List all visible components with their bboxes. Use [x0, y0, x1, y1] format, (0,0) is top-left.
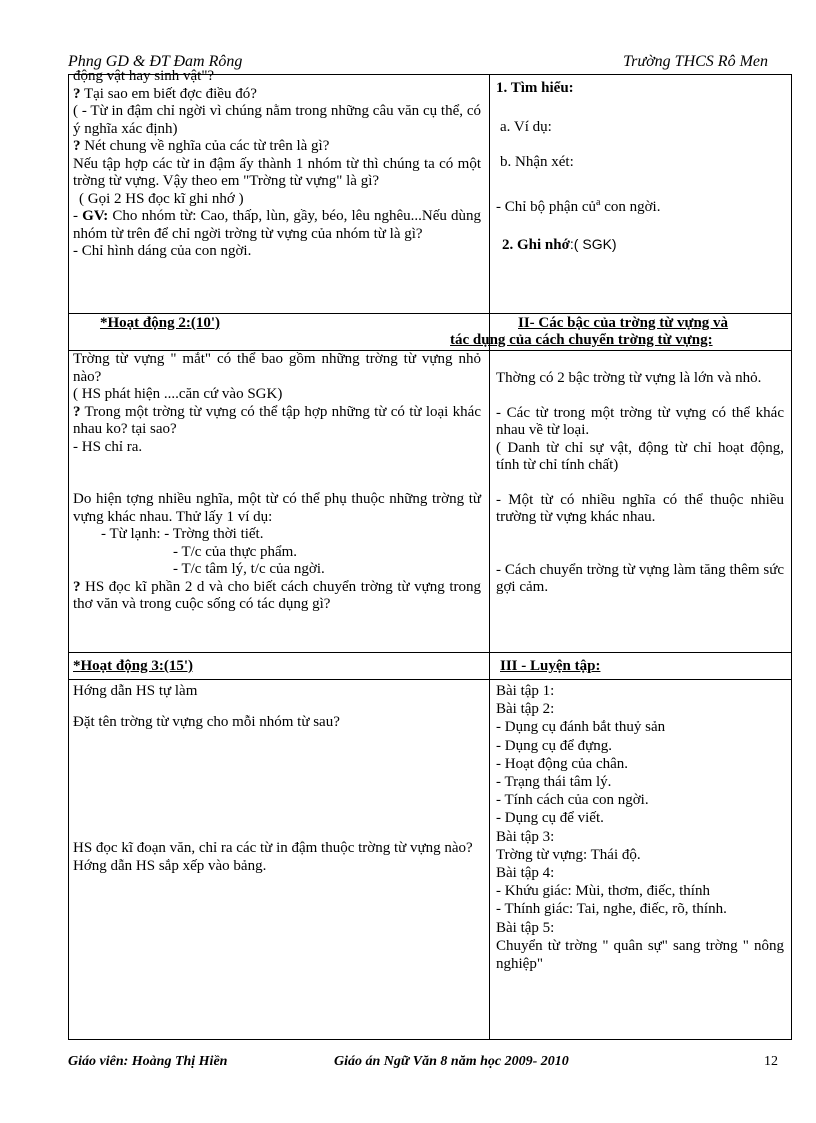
section3-left — [73, 683, 481, 875]
section1-left — [73, 68, 481, 261]
text-line: Trờng từ vựng " mắt" có thể bao gồm những trờng từ vựng nhỏ nào? — [73, 351, 481, 385]
text-line: Hớng dẫn HS sắp xếp vào bảng. — [73, 857, 267, 874]
text-line: - Dụng cụ để đựng. — [496, 737, 613, 754]
section1-right — [496, 80, 784, 255]
text-line: - Chỉ hình dáng của con ngời. — [73, 243, 252, 259]
section-ii-heading-2: tác dụng của cách chuyển trờng từ vựng: — [450, 332, 713, 348]
section2-right — [496, 370, 784, 597]
text-line: b. Nhận xét: — [500, 154, 574, 170]
text-line: Bài tập 3: — [496, 828, 555, 845]
text-line: - HS chỉ ra. — [73, 438, 143, 455]
section-ii-heading-1: II- Các bậc của trờng từ vựng và — [518, 315, 729, 331]
text-line: - Cách chuyển trờng từ vựng làm tăng thêm sức gợi cảm. — [496, 561, 784, 595]
text-line: HS đọc kĩ đoạn văn, chỉ ra các từ in đậm thuộc trờng từ vựng nào? — [73, 840, 473, 856]
page-number: 12 — [764, 1054, 778, 1069]
footer-lesson-plan: Giáo án Ngữ Văn 8 năm học 2009- 2010 — [334, 1054, 569, 1069]
header-school-name: Trường THCS Rô Men — [623, 53, 768, 70]
text-line: ? Trong một trờng từ vựng có thể tập hợp những từ có từ loại khác nhau ko? tại sao? — [73, 403, 481, 437]
text-line: - T/c tâm lý, t/c của ngời. — [173, 561, 325, 577]
text-line: - Các từ trong một trờng từ vựng có thể khác nhau về từ loại. — [496, 404, 784, 438]
text-line: ? HS đọc kĩ phần 2 d và cho biết cách chuyển trờng từ vựng trong thơ văn và trong cuộc sống có tác dụng gì? — [73, 578, 481, 612]
header-school-office: Phng GD & ĐT Đam Rông — [68, 53, 243, 70]
text-line: - Trạng thái tâm lý. — [496, 774, 612, 791]
section-iii-heading: III - Luyện tập: — [500, 658, 601, 674]
text-line: - Thính giác: Tai, nghe, điếc, rõ, thính. — [496, 901, 727, 918]
activity-2-heading: *Hoạt động 2:(10') — [100, 315, 220, 331]
text-line: - Khứu giác: Mùi, thơm, điếc, thính — [496, 883, 710, 900]
section3-right — [496, 682, 784, 973]
text-line: Bài tập 2: — [496, 701, 555, 718]
text-line: ? Nét chung về nghĩa của các từ trên là gì? — [73, 138, 330, 154]
text-line: a. Ví dụ: — [500, 118, 552, 135]
footer-teacher: Giáo viên: Hoàng Thị Hiền — [68, 1054, 228, 1069]
text-line: - Một từ có nhiều nghĩa có thể thuộc nhiều trường từ vựng khác nhau. — [496, 491, 784, 525]
section2-left — [73, 351, 481, 614]
text-line: ( Gọi 2 HS đọc kĩ ghi nhớ ) — [79, 190, 244, 207]
text-line: động vật hay sinh vật"? — [73, 68, 215, 84]
text-line: - Dụng cụ đánh bắt thuỷ sản — [496, 719, 666, 736]
text-line: - Tính cách của con ngời. — [496, 792, 649, 809]
lesson-table — [68, 68, 792, 1040]
heading-tim-hieu: 1. Tìm hiểu: — [496, 80, 574, 96]
text-line: Nếu tập hợp các từ in đậm ấy thành 1 nhóm từ thì chúng ta có một trờng từ vựng. Vậy theo em "Trờng từ vựng" là gì? — [73, 155, 481, 189]
text-line: - T/c của thực phẩm. — [173, 543, 298, 560]
text-line: - GV: Cho nhóm từ: Cao, thấp, lùn, gầy, béo, lêu nghêu...Nếu dùng nhóm từ trên để chỉ ngời trờng từ vựng của nhóm từ là gì? — [73, 208, 482, 242]
text-line: Trờng từ vựng: Thái độ. — [496, 846, 641, 863]
text-line: - Chỉ bộ phận củ$^a$ con ngời. — [496, 196, 661, 215]
text-line: ? Tại sao em biết đợc điều đó? — [73, 85, 257, 102]
text-line: ( Danh từ chỉ sự vật, động từ chỉ hoạt động, tính từ chỉ tính chất) — [496, 439, 784, 473]
text-line: - Dụng cụ để viết. — [496, 810, 604, 827]
text-line: Bài tập 1: — [496, 683, 555, 699]
text-line: Bài tập 4: — [496, 865, 555, 882]
text-line: Thờng có 2 bậc trờng từ vựng là lớn và nhỏ. — [496, 370, 762, 386]
text-line: Hớng dẫn HS tự làm — [73, 683, 198, 699]
text-line: Đặt tên trờng từ vựng cho mỗi nhóm từ sau? — [73, 713, 340, 730]
text-line: Chuyển từ trờng " quân sự" sang trờng " nông nghiệp" — [496, 937, 784, 973]
text-line: Bài tập 5: — [496, 919, 555, 936]
text-line: Do hiện tợng nhiều nghĩa, một từ có thể phụ thuộc những trờng từ vựng khác nhau. Thử lấy 1 ví dụ: — [73, 491, 481, 525]
text-line: ( - Từ in đậm chỉ ngời vì chúng nằm trong những câu văn cụ thể, có ý nghĩa xác định) — [73, 103, 481, 137]
heading-ghi-nho: 2. Ghi nhớ:( SGK) — [502, 236, 617, 253]
text-line: ( HS phát hiện ....căn cứ vào SGK) — [73, 386, 283, 402]
text-line: - Hoạt động của chân. — [496, 755, 629, 772]
text-line: - Từ lạnh: - Trờng thời tiết. — [101, 526, 264, 542]
activity-3-heading: *Hoạt động 3:(15') — [73, 658, 193, 674]
